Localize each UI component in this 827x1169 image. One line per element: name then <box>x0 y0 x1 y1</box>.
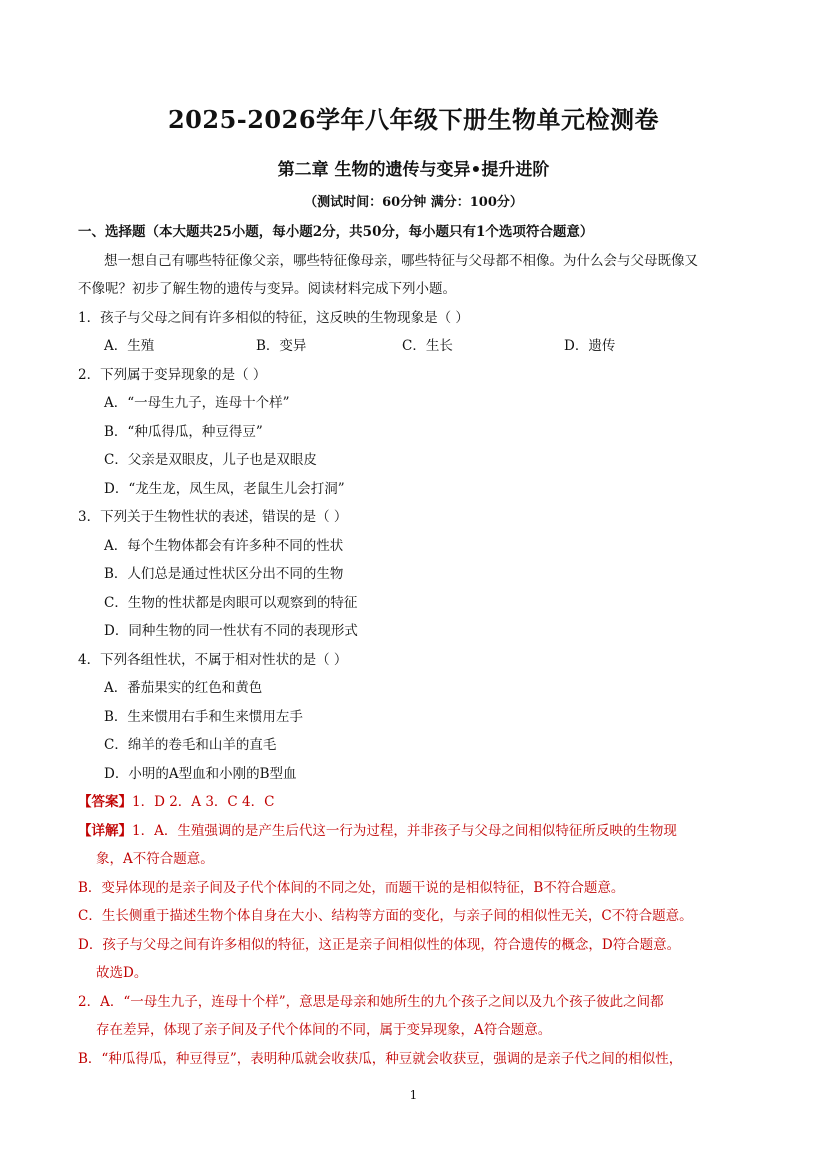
explanation-line: 故选D。 <box>96 965 148 981</box>
option-c: C．父亲是双眼皮，儿子也是双眼皮 <box>104 452 317 468</box>
explanation-tag: 【详解】 <box>78 822 132 839</box>
option-b: B．“种瓜得瓜，种豆得豆” <box>104 423 263 440</box>
question-stem: 2．下列属于变异现象的是（ ） <box>78 366 267 383</box>
exam-meta: （测试时间：60分钟 满分：100分） <box>304 195 523 210</box>
option-b: B．变异 <box>256 338 307 354</box>
explanation-line: 2．A．“一母生九子，连母十个样”，意思是母亲和她所生的九个孩子之间以及九个孩子彼此之间都 <box>78 993 664 1010</box>
question-stem: 3．下列关于生物性状的表述，错误的是（ ） <box>78 509 348 525</box>
option-b: B．人们总是通过性状区分出不同的生物 <box>104 566 344 582</box>
question-stem: 4．下列各组性状，不属于相对性状的是（ ） <box>78 651 348 668</box>
question-options <box>78 332 768 361</box>
intro-line: 想一想自己有哪些特征像父亲，哪些特征像母亲，哪些特征与父母都不相像。为什么会与父母既像又 <box>104 252 698 269</box>
intro-line: 不像呢？初步了解生物的遗传与变异。阅读材料完成下列小题。 <box>78 281 456 297</box>
section-heading: 一、选择题（本大题共25小题，每小题2分，共50分，每小题只有1个选项符合题意） <box>78 224 594 240</box>
explanation-line: B．变异体现的是亲子间及子代个体间的不同之处，而题干说的是相似特征，B不符合题意。 <box>78 879 625 896</box>
explanation-line: 象，A不符合题意。 <box>96 851 214 867</box>
option-c: C．生物的性状都是肉眼可以观察到的特征 <box>104 594 358 611</box>
explanation-line <box>78 817 768 846</box>
option-c: C．绵羊的卷毛和山羊的直毛 <box>104 737 277 753</box>
answer-tag: 【答案】 <box>78 794 132 810</box>
option-a: A．每个生物体都会有许多种不同的性状 <box>104 537 344 554</box>
exam-title: 2025-2026学年八年级下册生物单元检测卷 <box>167 105 660 134</box>
page-number: 1 <box>409 1088 418 1102</box>
option-a: A．“一母生九子，连母十个样” <box>104 395 290 411</box>
option-d: D．同种生物的同一性状有不同的表现形式 <box>104 623 358 639</box>
explanation-text: 1．A．生殖强调的是产生后代这一行为过程，并非孩子与父母之间相似特征所反映的生物现 <box>132 822 677 839</box>
explanation-line: C．生长侧重于描述生物个体自身在大小、结构等方面的变化，与亲子间的相似性无关，C不符合题意。 <box>78 908 693 924</box>
option-a: A．生殖 <box>104 338 155 354</box>
option-b: B．生来惯用右手和生来惯用左手 <box>104 708 303 725</box>
option-d: D．小明的A型血和小刚的B型血 <box>104 765 297 782</box>
explanation-line: 存在差异，体现了亲子间及子代个体间的不同，属于变异现象，A符合题意。 <box>96 1022 552 1038</box>
answer-text: 1．D 2．A 3．C 4．C <box>132 794 275 810</box>
question-stem: 1．孩子与父母之间有许多相似的特征，这反映的生物现象是（ ） <box>78 309 469 326</box>
explanation-line: B．“种瓜得瓜，种豆得豆”，表明种瓜就会收获瓜，种豆就会收获豆，强调的是亲子代之间的相似性， <box>78 1050 683 1067</box>
option-c: C．生长 <box>402 338 453 354</box>
option-a: A．番茄果实的红色和黄色 <box>104 680 263 696</box>
option-d: D．“龙生龙，凤生凤，老鼠生儿会打洞” <box>104 480 345 497</box>
chapter-subtitle: 第二章 生物的遗传与变异•提升进阶 <box>277 160 550 180</box>
explanation-line: D．孩子与父母之间有许多相似的特征，这正是亲子间相似性的体现，符合遗传的概念，D符合题意。 <box>78 936 681 953</box>
exam-content <box>78 218 768 1073</box>
option-d: D．遗传 <box>564 338 616 354</box>
answer-line <box>78 788 768 817</box>
